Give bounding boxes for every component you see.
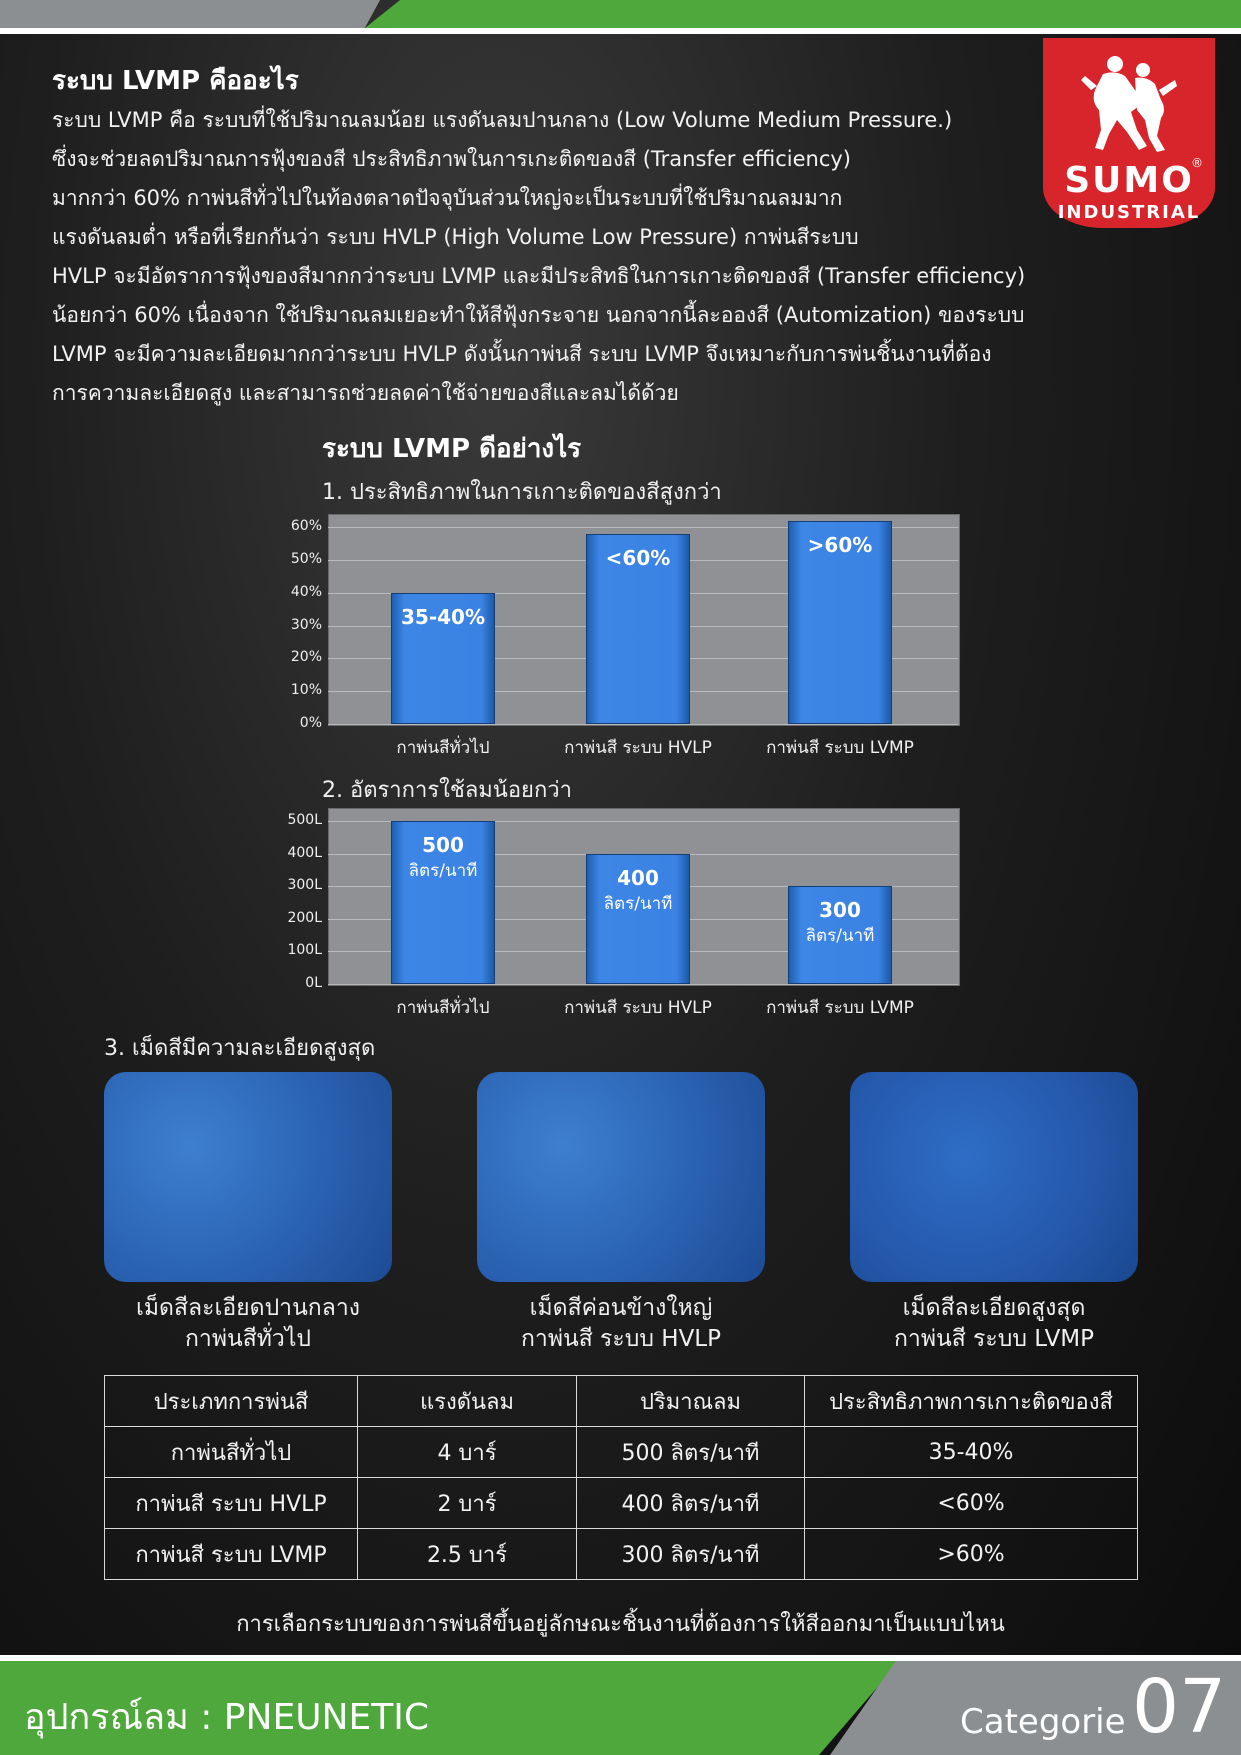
table-row bbox=[105, 1427, 1138, 1478]
grid-line bbox=[328, 984, 958, 985]
grid-line bbox=[328, 724, 958, 725]
swatch-caption-line: กาพ่นสี ระบบ LVMP bbox=[893, 1326, 1095, 1352]
y-tick-label: 500L bbox=[287, 812, 322, 829]
table-cell: 300 ลิตร/นาที bbox=[577, 1529, 805, 1580]
y-tick-label: 300L bbox=[287, 877, 322, 894]
table-header: ประสิทธิภาพการเกาะติดของสี bbox=[805, 1376, 1138, 1427]
intro-line: ระบบ LVMP คือ ระบบที่ใช้ปริมาณลมน้อย แรงดันลมปานกลาง (Low Volume Medium Pressure.) bbox=[52, 108, 953, 132]
table-cell: กาพ่นสีทั่วไป bbox=[105, 1427, 358, 1478]
x-category-label: กาพ่นสี ระบบ LVMP bbox=[766, 738, 914, 758]
bar-data-label: >60% bbox=[807, 532, 873, 557]
bar-data-label: 300 bbox=[819, 898, 861, 923]
table-cell: <60% bbox=[805, 1478, 1138, 1529]
footer-category-name: อุปกรณ์ลม : PNEUNETIC bbox=[24, 1697, 429, 1738]
y-tick-label: 200L bbox=[287, 909, 322, 926]
footnote: การเลือกระบบของการพ่นสีขึ้นอยู่ลักษณะชิ้นงานที่ต้องการให้สีออกมาเป็นแบบไหน bbox=[236, 1612, 1005, 1637]
bottom-divider bbox=[0, 1655, 1241, 1661]
paint-swatch-general bbox=[104, 1072, 392, 1282]
swatch-caption-hvlp bbox=[451, 1293, 791, 1355]
swatch-caption-general bbox=[78, 1293, 418, 1355]
y-tick-label: 0% bbox=[299, 715, 322, 731]
intro-line: น้อยกว่า 60% เนื่องจาก ใช้ปริมาณลมเยอะทำให้สีฟุ้งกระจาย นอกจากนี้ละอองสี (Automization) ของระบบ bbox=[52, 303, 1025, 327]
table-header: แรงดันลม bbox=[358, 1376, 577, 1427]
swatch-caption-line: เม็ดสีค่อนข้างใหญ่ bbox=[529, 1295, 713, 1321]
table-row bbox=[105, 1529, 1138, 1580]
table-cell: 400 ลิตร/นาที bbox=[577, 1478, 805, 1529]
top-grey-band bbox=[0, 0, 380, 28]
logo-registered: ® bbox=[1191, 156, 1203, 170]
y-tick-label: 0L bbox=[305, 975, 322, 991]
y-tick-label: 100L bbox=[287, 942, 322, 959]
paint-swatch-hvlp bbox=[477, 1072, 765, 1282]
intro-title: ระบบ LVMP คืออะไร bbox=[52, 66, 299, 96]
x-category-label: กาพ่นสี ระบบ HVLP bbox=[564, 738, 712, 758]
bar-data-label: <60% bbox=[605, 545, 671, 570]
intro-line: มากกว่า 60% กาพ่นสีทั่วไปในท้องตลาดปัจจุบันส่วนใหญ่จะเป็นระบบที่ใช้ปริมาณลมมาก bbox=[52, 186, 843, 210]
comparison-table bbox=[104, 1375, 1138, 1580]
bar-data-label: 400 bbox=[617, 865, 659, 890]
paint-swatch-lvmp bbox=[850, 1072, 1138, 1282]
table-cell: กาพ่นสี ระบบ LVMP bbox=[105, 1529, 358, 1580]
table-cell: 2.5 บาร์ bbox=[358, 1529, 577, 1580]
sumo-logo bbox=[1043, 38, 1215, 228]
top-divider bbox=[0, 28, 1241, 34]
y-tick-label: 20% bbox=[290, 649, 322, 666]
swatch-caption-line: เม็ดสีละเอียดสูงสุด bbox=[902, 1295, 1086, 1321]
top-green-band bbox=[365, 0, 1241, 28]
x-category-label: กาพ่นสี ระบบ LVMP bbox=[766, 998, 914, 1018]
x-category-label: กาพ่นสีทั่วไป bbox=[396, 998, 490, 1018]
bar-data-label: 500 bbox=[422, 833, 464, 858]
logo-brand: SUMO bbox=[1064, 160, 1194, 201]
bar-data-unit: ลิตร/นาที bbox=[408, 861, 478, 882]
table-header: ปริมาณลม bbox=[577, 1376, 805, 1427]
table-cell: 500 ลิตร/นาที bbox=[577, 1427, 805, 1478]
intro-line: HVLP จะมีอัตราการฟุ้งของสีมากกว่าระบบ LVMP และมีประสิทธิในการเกาะติดของสี (Transfer efficiency) bbox=[52, 264, 1026, 288]
sumo-wrestler-icon bbox=[1073, 50, 1185, 158]
section-title: ระบบ LVMP ดีอย่างไร bbox=[322, 434, 582, 464]
point-3-title: 3. เม็ดสีมีความละเอียดสูงสุด bbox=[104, 1036, 376, 1061]
table-header: ประเภทการพ่นสี bbox=[105, 1376, 358, 1427]
table-header-row bbox=[105, 1376, 1138, 1427]
intro-line: ซึ่งจะช่วยลดปริมาณการฟุ้งของสี ประสิทธิภาพในการเกะติดของสี (Transfer efficiency) bbox=[52, 147, 852, 171]
y-tick-label: 60% bbox=[290, 518, 322, 535]
y-tick-label: 400L bbox=[287, 844, 322, 861]
swatch-caption-line: กาพ่นสีทั่วไป bbox=[184, 1326, 311, 1352]
table-cell: กาพ่นสี ระบบ HVLP bbox=[105, 1478, 358, 1529]
logo-subtitle: INDUSTRIAL bbox=[1057, 202, 1201, 223]
footer-categorie-label: Categorie bbox=[960, 1702, 1126, 1742]
y-tick-label: 10% bbox=[290, 682, 322, 699]
bar-data-unit: ลิตร/นาที bbox=[805, 926, 875, 947]
y-tick-label: 30% bbox=[290, 616, 322, 633]
bar-data-unit: ลิตร/นาที bbox=[603, 893, 673, 914]
x-category-label: กาพ่นสีทั่วไป bbox=[396, 738, 490, 758]
table-cell: 4 บาร์ bbox=[358, 1427, 577, 1478]
swatch-caption-line: กาพ่นสี ระบบ HVLP bbox=[520, 1326, 721, 1352]
point-1-title: 1. ประสิทธิภาพในการเกาะติดของสีสูงกว่า bbox=[322, 480, 722, 505]
table-cell: 35-40% bbox=[805, 1427, 1138, 1478]
y-tick-label: 50% bbox=[290, 550, 322, 567]
bar-data-label: 35-40% bbox=[400, 604, 485, 629]
table-cell: >60% bbox=[805, 1529, 1138, 1580]
intro-line: LVMP จะมีความละเอียดมากกว่าระบบ HVLP ดังนั้นกาพ่นสี ระบบ LVMP จึงเหมาะกับการพ่นชิ้นงานที่ต้อง bbox=[52, 342, 992, 366]
x-category-label: กาพ่นสี ระบบ HVLP bbox=[564, 998, 712, 1018]
footer-page-number: 07 bbox=[1132, 1664, 1227, 1750]
swatch-caption-line: เม็ดสีละเอียดปานกลาง bbox=[136, 1295, 360, 1321]
intro-line: การความละเอียดสูง และสามารถช่วยลดค่าใช้จ่ายของสีและลมได้ด้วย bbox=[52, 381, 679, 405]
intro-line: แรงดันลมต่ำ หรือที่เรียกกันว่า ระบบ HVLP (High Volume Low Pressure) กาพ่นสีระบบ bbox=[52, 225, 859, 249]
y-tick-label: 40% bbox=[290, 583, 322, 600]
point-2-title: 2. อัตราการใช้ลมน้อยกว่า bbox=[322, 778, 572, 803]
swatch-caption-lvmp bbox=[824, 1293, 1164, 1355]
table-row bbox=[105, 1478, 1138, 1529]
table-cell: 2 บาร์ bbox=[358, 1478, 577, 1529]
